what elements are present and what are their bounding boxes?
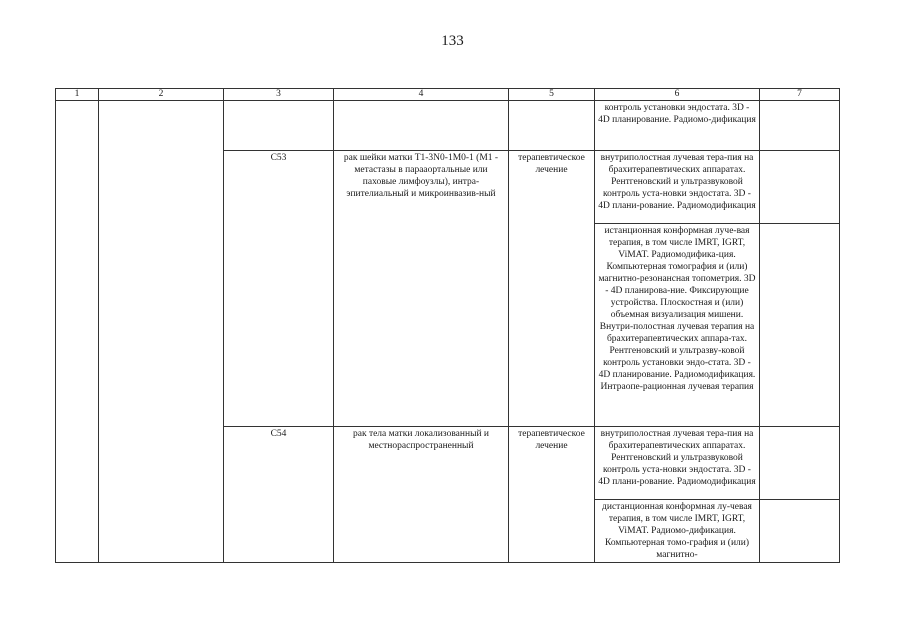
header-col-3: 3: [224, 89, 334, 101]
cell-method: дистанционная конформная лу-чевая терапия, в том числе IMRT, IGRT, ViMAT. Радиомо-дификация. Компьютерная томо-графия и (или) магнитно-: [595, 500, 760, 563]
cell-method: истанционная конформная луче-вая терапия, в том числе IMRT, IGRT, ViMAT. Радиомодифика-ция. Компьютерная томография и (или) магнитно-резонансная топометрия. 3D - 4D планирова-ние. Фиксирующие устройства. Плоскостная и (или) объемная визуализация мишени. Внутри-полостная лучевая терапия на брахитерапевтических аппара-тах. Рентгеновский и ультразву-ковой контроль установки эндо-стата. 3D - 4D планирование. Радиомодификация. Интраопе-рационная лучевая терапия: [595, 224, 760, 427]
cell-col-7: [760, 101, 840, 151]
procedures-table: [55, 88, 840, 563]
cell-diagnosis: рак шейки матки T1-3N0-1M0-1 (M1 - метастазы в парааортальные или паховые лимфоузлы), интра-эпителиальный и микроинвазив-ный: [334, 151, 509, 427]
cell-method: внутриполостная лучевая тера-пия на брахитерапевтических аппаратах. Рентгеновский и ультразвуковой контроль уста-новки эндостата. 3D - 4D плани-рование. Радиомодификация: [595, 427, 760, 500]
page-number: 133: [441, 33, 464, 49]
cell-col-7: [760, 500, 840, 563]
cell-diagnosis: рак тела матки локализованный и местнораспространенный: [334, 427, 509, 563]
header-col-2: 2: [99, 89, 224, 101]
cell-code: С53: [224, 151, 334, 427]
cell-treatment-type: терапевтическое лечение: [509, 427, 595, 563]
table-row-continued: [56, 101, 840, 151]
cell-col-7: [760, 427, 840, 500]
cell-col-7: [760, 224, 840, 427]
header-col-5: 5: [509, 89, 595, 101]
cell-col-7: [760, 151, 840, 224]
header-col-7: 7: [760, 89, 840, 101]
header-col-4: 4: [334, 89, 509, 101]
cell-code-empty: [224, 101, 334, 151]
cell-method: контроль установки эндостата. 3D - 4D планирование. Радиомо-дификация: [595, 101, 760, 151]
cell-code: С54: [224, 427, 334, 563]
header-col-1: 1: [56, 89, 99, 101]
cell-method: внутриполостная лучевая тера-пия на брахитерапевтических аппаратах. Рентгеновский и ультразвуковой контроль уста-новки эндостата. 3D - 4D плани-рование. Радиомодификация: [595, 151, 760, 224]
cell-diagnosis-empty: [334, 101, 509, 151]
cell-treatment-empty: [509, 101, 595, 151]
header-row: [56, 89, 840, 101]
header-col-6: 6: [595, 89, 760, 101]
cell-col-1: [56, 101, 99, 563]
cell-col-2: [99, 101, 224, 563]
cell-treatment-type: терапевтическое лечение: [509, 151, 595, 427]
